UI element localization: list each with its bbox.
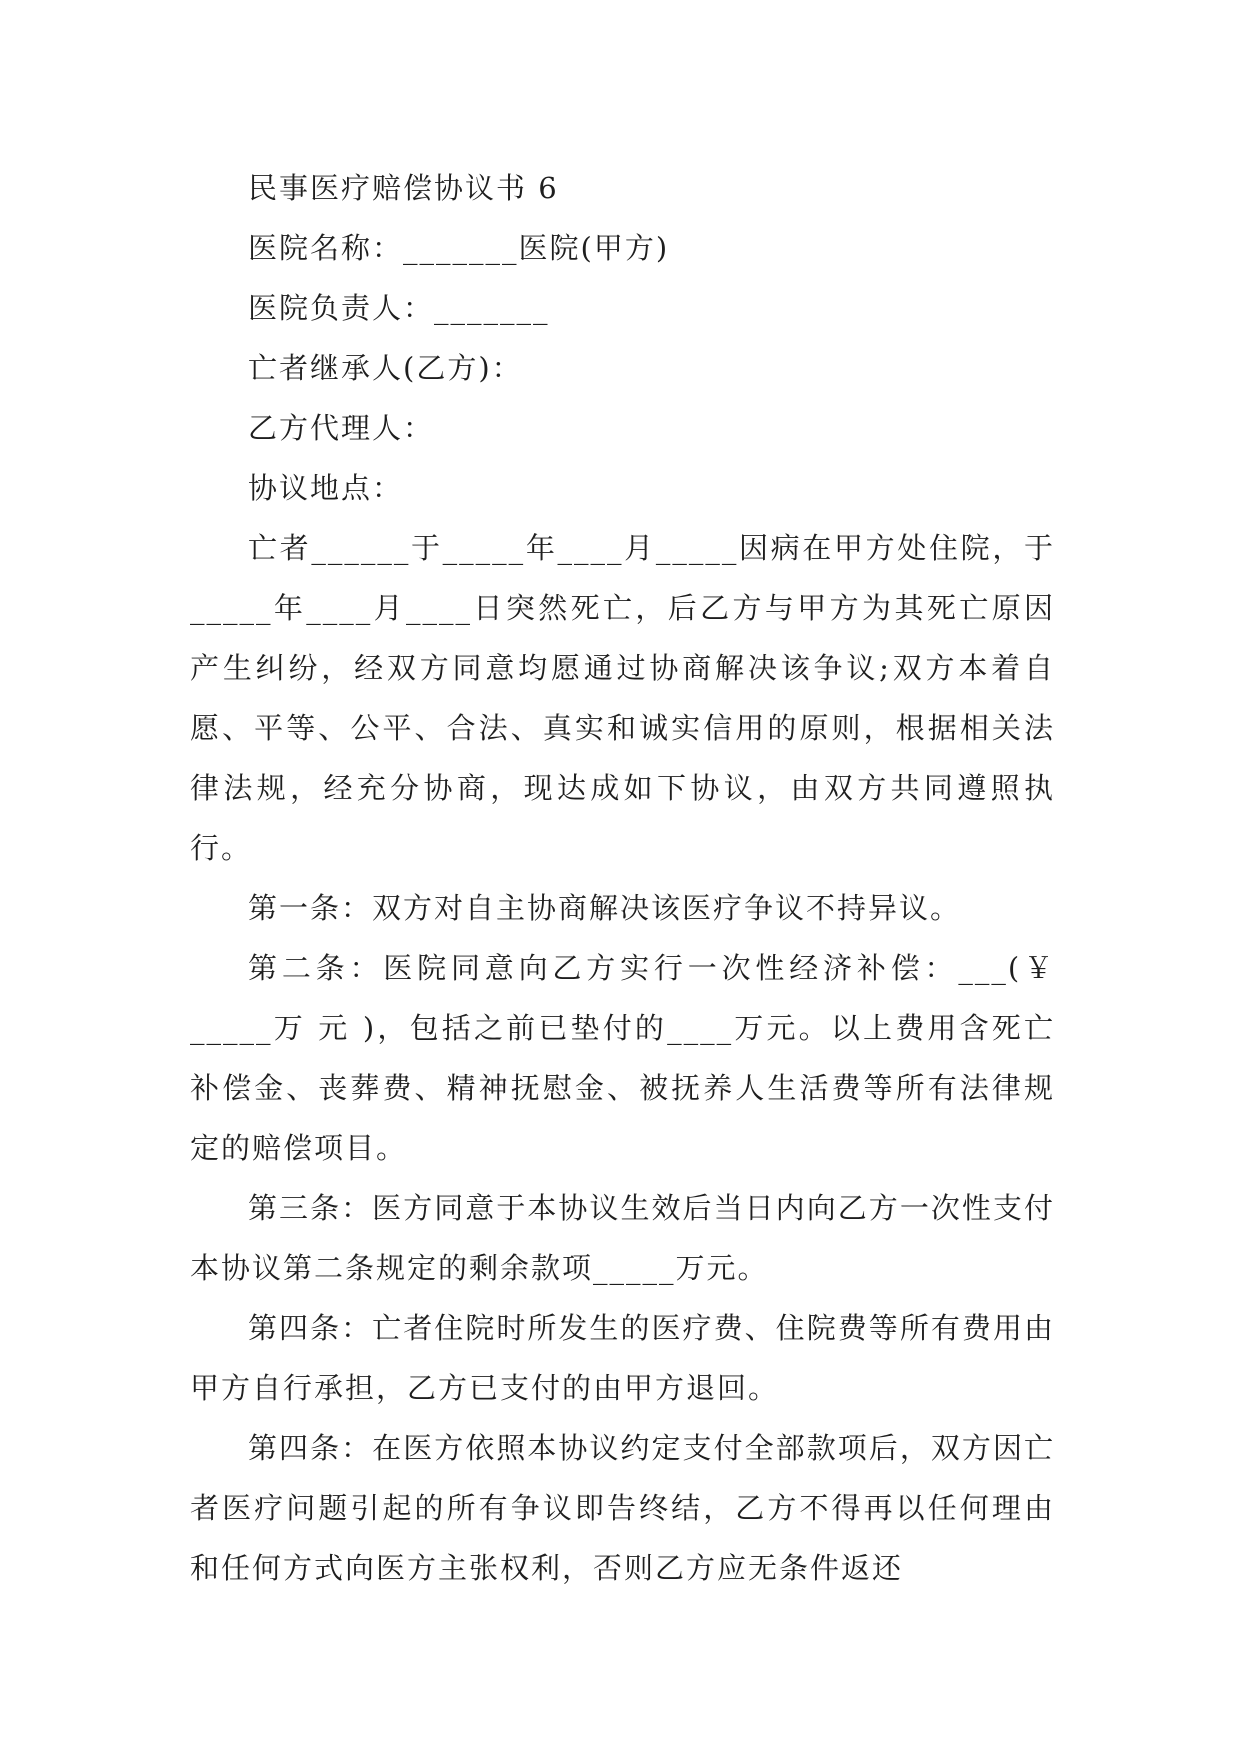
article-2: 第二条：医院同意向乙方实行一次性经济补偿：___(￥ _____万 元 )，包括之前已垫付的____万元。以上费用含死亡补偿金、丧葬费、精神抚慰金、被抚养人生活费等所有法律规定的赔偿项目。 <box>190 951 1055 1165</box>
heir-line: 亡者继承人(乙方)： <box>248 351 523 385</box>
article-4b: 第四条：在医方依照本协议约定支付全部款项后，双方因亡者医疗问题引起的所有争议即告终结，乙方不得再以任何理由和任何方式向医方主张权利，否则乙方应无条件返还 <box>190 1431 1055 1585</box>
location-line: 协议地点： <box>248 471 404 505</box>
intro-paragraph: 亡者______于_____年____月_____因病在甲方处住院，于_____年____月____日突然死亡，后乙方与甲方为其死亡原因产生纠纷，经双方同意均愿通过协商解决该争议;双方本着自愿、平等、公平、合法、真实和诚实信用的原则，根据相关法律法规，经充分协商，现达成如下协议，由双方共同遵照执行。 <box>190 531 1055 865</box>
agent-line: 乙方代理人： <box>248 411 435 445</box>
hospital-head-line: 医院负责人：_______ <box>248 291 550 325</box>
hospital-name-line: 医院名称：_______医院(甲方) <box>248 231 670 265</box>
document-body <box>190 158 1055 1598</box>
article-3: 第三条：医方同意于本协议生效后当日内向乙方一次性支付本协议第二条规定的剩余款项_____万元。 <box>190 1191 1055 1285</box>
article-1: 第一条：双方对自主协商解决该医疗争议不持异议。 <box>248 891 962 925</box>
document-title: 民事医疗赔偿协议书 6 <box>248 171 559 205</box>
article-4a: 第四条：亡者住院时所发生的医疗费、住院费等所有费用由甲方自行承担，乙方已支付的由甲方退回。 <box>190 1311 1055 1405</box>
